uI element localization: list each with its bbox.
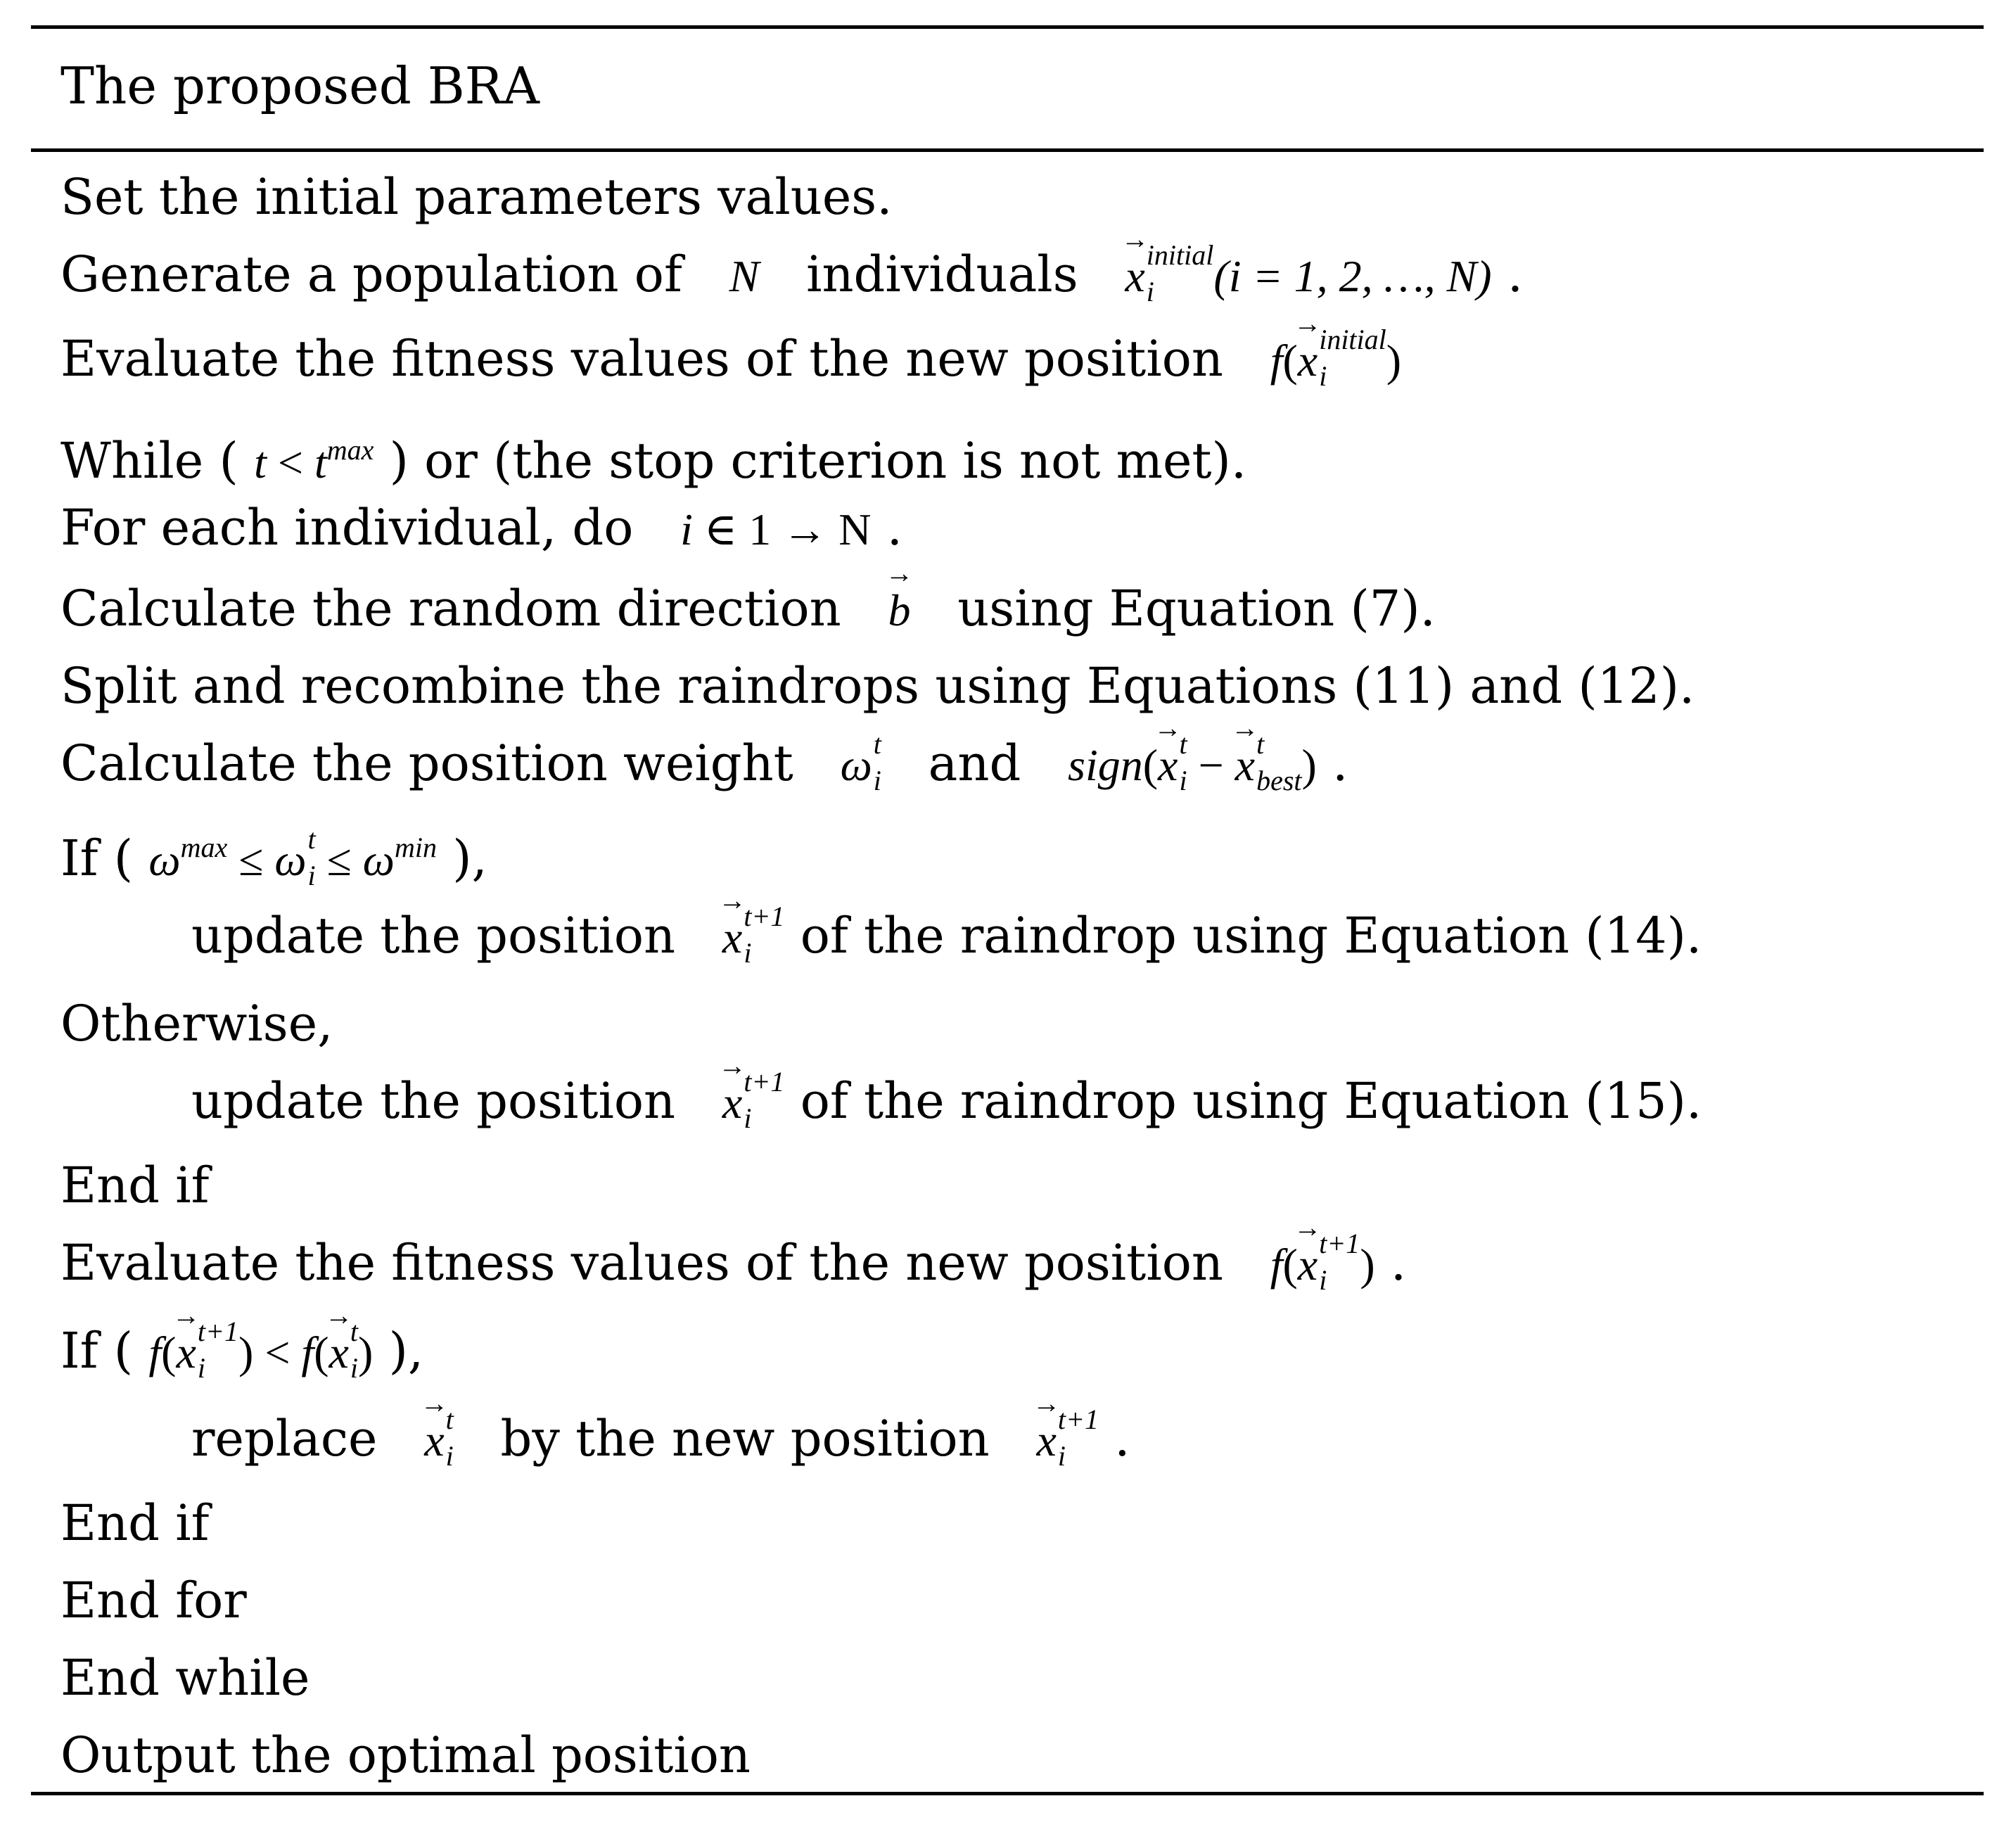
math-x-i-t: → x t i bbox=[424, 1402, 454, 1479]
step-line-7: Split and recombine the raindrops using Equations (11) and (12). bbox=[60, 657, 1695, 715]
step-line-6: Calculate the random direction → b using Equation (7). bbox=[60, 570, 1436, 647]
math-sign-diff: sign(→ x t i − → x t best ) bbox=[1068, 727, 1317, 804]
math-x-i-t1: → x t+1 i bbox=[722, 1064, 785, 1142]
math-omega-bounds: $\omega^{max} \le \omega$ t i ≤ $\omega^{min}$ bbox=[148, 823, 437, 892]
step-line-4: While ( $t < t^{max}$ ) or (the stop criterion is not met). bbox=[60, 412, 1246, 489]
step-line-12: update the position → x t+1 i of the raindrop using Equation (15). bbox=[191, 1062, 1702, 1140]
step-line-13: End if bbox=[60, 1157, 210, 1214]
step-line-2: Generate a population of N individuals → x initial i (i = 1, 2, …, N) . bbox=[60, 236, 1523, 313]
step-line-9: If ( $\omega^{max} \le \omega$ t i ≤ $\omega^{min}$ ), bbox=[60, 809, 487, 886]
step-line-18: End for bbox=[60, 1572, 247, 1629]
step-line-15: If ( f(→ x t+1 i ) < f(→ x t i ) ), bbox=[60, 1312, 423, 1389]
step-line-17: End if bbox=[60, 1494, 210, 1552]
step-line-3: Evaluate the fitness values of the new position f(→ x initial i ) bbox=[60, 320, 1401, 397]
step-line-16: replace → x t i by the new position → x t+1 i . bbox=[191, 1400, 1130, 1477]
step-line-8: Calculate the position weight ω t i and sign(→ x t i − → x t best ) . bbox=[60, 725, 1348, 802]
math-f-x-t1: f(→ x t+1 i ) bbox=[1270, 1226, 1375, 1304]
math-omega-i-t: ω t i bbox=[840, 728, 881, 797]
math-fitness-compare: f(→ x t+1 i ) < f(→ x t i ) bbox=[148, 1314, 373, 1392]
step-line-1: Set the initial parameters values. bbox=[60, 168, 893, 226]
math-i-in-range: i ∈ 1 → N bbox=[680, 504, 872, 554]
step-line-19: End while bbox=[60, 1649, 310, 1707]
step-line-20: Output the optimal position bbox=[60, 1726, 751, 1784]
math-x-i-t1: → x t+1 i bbox=[1036, 1402, 1099, 1479]
step-line-14: Evaluate the fitness values of the new position f(→ x t+1 i ) . bbox=[60, 1224, 1406, 1301]
math-t-lt-tmax: $t < t^{max}$ bbox=[254, 434, 374, 488]
table-title: The proposed BRA bbox=[60, 56, 540, 115]
math-f-x-initial: f(→ x initial i ) bbox=[1270, 322, 1401, 400]
step-line-11: Otherwise, bbox=[60, 995, 333, 1052]
math-b-vector: → b bbox=[888, 572, 910, 649]
math-x-initial: → x initial i bbox=[1125, 238, 1213, 315]
table-header-rule bbox=[31, 148, 1984, 152]
math-x-i-t1: → x t+1 i bbox=[722, 899, 785, 976]
table-top-rule bbox=[31, 25, 1984, 29]
math-N: N bbox=[729, 251, 760, 301]
math-range: (i = 1, 2, …, N) bbox=[1213, 251, 1492, 301]
step-line-5: For each individual, do i ∈ 1 → N . bbox=[60, 489, 902, 566]
step-line-10: update the position → x t+1 i of the raindrop using Equation (14). bbox=[191, 897, 1702, 974]
table-bottom-rule bbox=[31, 1792, 1984, 1795]
